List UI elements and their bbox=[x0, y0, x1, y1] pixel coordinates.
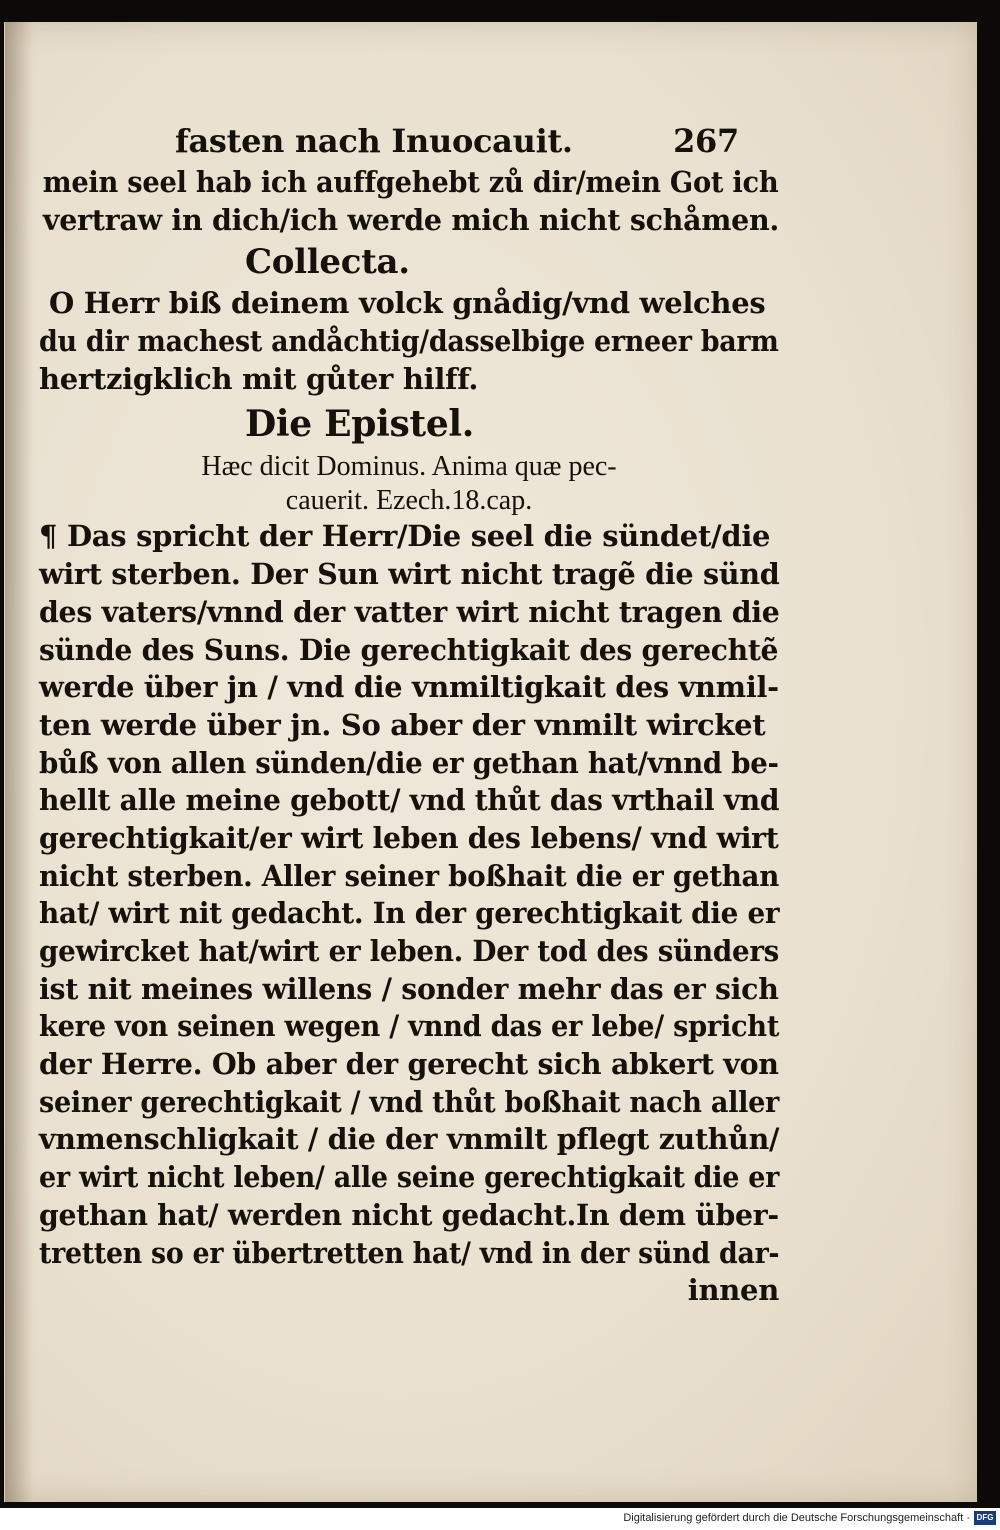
funding-credit: Digitalisierung gefördert durch die Deutsche Forschungsgemeinschaft · bbox=[623, 1512, 970, 1524]
collecta-heading: Collecta. bbox=[245, 242, 410, 283]
dfg-logo-icon: DFG bbox=[974, 1511, 996, 1525]
running-head-title: fasten nach Inuocauit. bbox=[175, 122, 573, 160]
text-line: des vaters/vnnd der vatter wirt nicht tragen die bbox=[39, 594, 780, 629]
text-line: vnmenschligkait / die der vnmilt pflegt zuthůn/ bbox=[39, 1122, 780, 1157]
text-line: werde über jn / vnd die vnmiltigkait des vnmil- bbox=[39, 670, 779, 705]
book-page bbox=[4, 22, 977, 1502]
page-number: 267 bbox=[673, 122, 739, 160]
text-line: kere von seinen wegen / vnnd das er lebe/ spricht bbox=[39, 1009, 780, 1044]
text-line: er wirt nicht leben/ alle seine gerechtigkait die er bbox=[39, 1160, 780, 1195]
text-line: gewircket hat/wirt er leben. Der tod des sünders bbox=[39, 934, 780, 968]
text-line: hellt alle meine gebott/ vnd thůt das vrthail vnd bbox=[39, 783, 780, 818]
text-line: hat/ wirt nit gedacht. In der gerechtigkait die er bbox=[39, 896, 780, 931]
text-line: O Herr biß deinem volck gnådig/vnd welches bbox=[49, 286, 766, 321]
text-line: tretten so er übertretten hat/ vnd in der sünd dar- bbox=[39, 1235, 780, 1270]
text-line: bůß von allen sünden/die er gethan hat/vnnd be- bbox=[39, 745, 779, 780]
text-line: wirt sterben. Der Sun wirt nicht tragẽ die sünd bbox=[39, 557, 780, 592]
text-line: du dir machest andåchtig/dasselbige erneer barm bbox=[39, 324, 779, 359]
text-line: gerechtigkait/er wirt leben des lebens/ vnd wirt bbox=[39, 820, 779, 855]
page-text bbox=[39, 118, 779, 1310]
text-line: nicht sterben. Aller seiner boßhait die er gethan bbox=[39, 858, 780, 893]
text-line: ist nit meines willens / sonder mehr das er sich bbox=[39, 971, 779, 1006]
text-line: seiner gerechtigkait / vnd thůt boßhait nach aller bbox=[39, 1084, 780, 1119]
text-line: vertraw in dich/ich werde mich nicht schåmen. bbox=[42, 202, 780, 237]
text-line: hertzigklich mit gůter hilff. bbox=[39, 361, 479, 396]
epistel-heading: Die Epistel. bbox=[245, 403, 475, 446]
gutter-shadow bbox=[5, 22, 33, 1502]
text-line: ¶ Das spricht der Herr/Die seel die sündet/die bbox=[39, 519, 771, 554]
text-line: mein seel hab ich auffgehebt zů dir/mein Got ich bbox=[42, 165, 779, 199]
latin-line: cauerit. Ezech.18.cap. bbox=[285, 485, 533, 517]
text-line: gethan hat/ werden nicht gedacht.In dem über- bbox=[39, 1197, 779, 1232]
text-line: ten werde über jn. So aber der vnmilt wircket bbox=[39, 707, 766, 742]
footer-bar bbox=[0, 1508, 1000, 1530]
catchword: innen bbox=[687, 1273, 779, 1308]
text-line: sünde des Suns. Die gerechtigkait des gerechtẽ bbox=[39, 632, 779, 667]
text-line: der Herre. Ob aber der gerecht sich abkert von bbox=[39, 1047, 779, 1082]
latin-line: Hæc dicit Dominus. Anima quæ pec- bbox=[201, 451, 617, 483]
running-header bbox=[39, 118, 779, 164]
